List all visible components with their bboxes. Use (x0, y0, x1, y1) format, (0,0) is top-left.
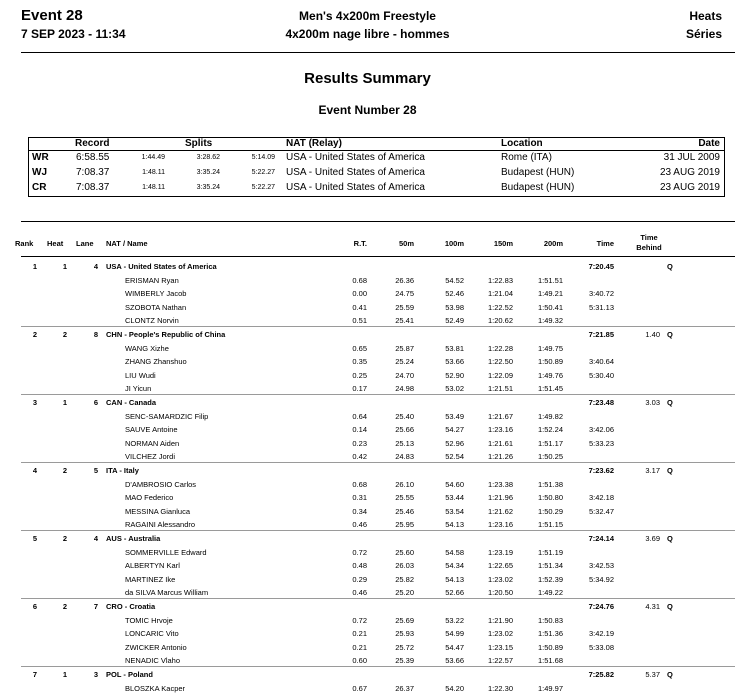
swimmer-150m: 1:23.38 (487, 479, 513, 489)
swimmer-name: TOMIC Hrvoje (125, 615, 173, 625)
team-name: ITA - Italy (106, 466, 139, 475)
records-header-nat: NAT (Relay) (286, 138, 342, 149)
swimmer-100m: 53.54 (445, 506, 464, 516)
swimmer-100m: 52.66 (445, 588, 464, 598)
swimmer-50m: 26.37 (395, 683, 414, 693)
record-split: 3:28.62 (196, 154, 220, 161)
swimmer-cumulative: 5:33.23 (588, 438, 614, 448)
swimmer-50m: 24.98 (395, 384, 414, 394)
team-lane: 4 (93, 262, 98, 271)
team-rank: 2 (32, 330, 37, 339)
swimmer-200m: 1:50.89 (537, 642, 563, 652)
swimmer-50m: 25.82 (395, 574, 414, 584)
swimmer-rt: 0.48 (352, 561, 367, 571)
results-header-time: Time (596, 239, 614, 248)
swimmer-150m: 1:22.28 (487, 343, 513, 353)
swimmer-name: ALBERTYN Karl (125, 561, 180, 571)
swimmer-200m: 1:51.34 (537, 561, 563, 571)
swimmer-name: MARTINEZ Ike (125, 574, 176, 584)
team-rank: 3 (32, 398, 37, 407)
swimmer-150m: 1:22.52 (487, 302, 513, 312)
team-qualifier: Q (667, 466, 673, 475)
team-heat: 2 (62, 534, 67, 543)
results-header-name: NAT / Name (106, 239, 148, 248)
record-type: CR (32, 182, 47, 193)
team-time: 7:23.48 (588, 398, 614, 407)
header-rule (21, 52, 735, 53)
swimmer-cumulative: 3:42.19 (588, 629, 614, 639)
record-split: 5:22.27 (251, 169, 275, 176)
team-time-behind: 1.40 (645, 330, 660, 339)
swimmer-50m: 26.10 (395, 479, 414, 489)
swimmer-cumulative: 5:30.40 (588, 370, 614, 380)
team-name: CHN - People's Republic of China (106, 330, 226, 339)
swimmer-rt: 0.35 (352, 357, 367, 367)
swimmer-200m: 1:52.39 (537, 574, 563, 584)
swimmer-50m: 25.87 (395, 343, 414, 353)
swimmer-rt: 0.23 (352, 438, 367, 448)
swimmer-50m: 25.24 (395, 357, 414, 367)
swimmer-150m: 1:23.16 (487, 425, 513, 435)
swimmer-name: NENADIC Vlaho (125, 656, 181, 666)
swimmer-100m: 52.49 (445, 316, 464, 326)
swimmer-cumulative: 5:32.47 (588, 506, 614, 516)
swimmer-150m: 1:20.50 (487, 588, 513, 598)
record-split: 1:48.11 (142, 169, 165, 176)
team-time-behind: 3.17 (645, 466, 660, 475)
record-date: 23 AUG 2019 (659, 167, 720, 178)
team-time: 7:25.82 (588, 670, 614, 679)
swimmer-200m: 1:51.45 (537, 384, 563, 394)
swimmer-50m: 25.40 (395, 411, 414, 421)
swimmer-100m: 54.52 (445, 275, 464, 285)
phase-fr: Séries (685, 27, 722, 41)
team-separator (21, 598, 735, 599)
swimmer-100m: 52.90 (445, 370, 464, 380)
record-split: 3:35.24 (196, 184, 220, 191)
swimmer-150m: 1:21.51 (487, 384, 513, 394)
team-time-behind: 3.69 (645, 534, 660, 543)
swimmer-cumulative: 3:40.64 (588, 357, 614, 367)
results-header-lane: Lane (76, 239, 94, 248)
results-header-behind: Behind (636, 243, 662, 252)
team-qualifier: Q (667, 398, 673, 407)
team-qualifier: Q (667, 534, 673, 543)
swimmer-50m: 24.75 (395, 289, 414, 299)
swimmer-name: SENC-SAMARDZIC Filip (125, 411, 209, 421)
record-time: 6:58.55 (76, 152, 110, 163)
swimmer-cumulative: 5:31.13 (588, 302, 614, 312)
record-nat: USA - United States of America (286, 182, 425, 193)
swimmer-rt: 0.17 (352, 384, 367, 394)
swimmer-cumulative: 3:42.53 (588, 561, 614, 571)
swimmer-200m: 1:49.22 (537, 588, 563, 598)
swimmer-name: LIU Wudi (125, 370, 156, 380)
swimmer-cumulative: 3:40.72 (588, 289, 614, 299)
swimmer-rt: 0.72 (352, 547, 367, 557)
swimmer-100m: 54.13 (445, 574, 464, 584)
summary-title: Results Summary (304, 70, 431, 87)
team-heat: 2 (62, 330, 67, 339)
swimmer-name: WIMBERLY Jacob (125, 289, 187, 299)
record-location: Budapest (HUN) (501, 182, 575, 193)
swimmer-200m: 1:49.21 (537, 289, 563, 299)
swimmer-200m: 1:50.41 (537, 302, 563, 312)
swimmer-rt: 0.21 (352, 629, 367, 639)
swimmer-200m: 1:52.24 (537, 425, 563, 435)
record-location: Budapest (HUN) (501, 167, 575, 178)
team-qualifier: Q (667, 330, 673, 339)
swimmer-150m: 1:21.96 (487, 493, 513, 503)
swimmer-cumulative: 3:42.06 (588, 425, 614, 435)
swimmer-100m: 54.58 (445, 547, 464, 557)
swimmer-100m: 52.54 (445, 452, 464, 462)
swimmer-50m: 24.70 (395, 370, 414, 380)
team-separator (21, 326, 735, 327)
swimmer-150m: 1:21.04 (487, 289, 513, 299)
swimmer-100m: 53.66 (445, 357, 464, 367)
team-lane: 8 (93, 330, 98, 339)
swimmer-200m: 1:50.80 (537, 493, 563, 503)
record-split: 3:35.24 (196, 169, 220, 176)
swimmer-150m: 1:23.02 (487, 629, 513, 639)
swimmer-150m: 1:21.67 (487, 411, 513, 421)
swimmer-rt: 0.60 (352, 656, 367, 666)
team-qualifier: Q (667, 602, 673, 611)
swimmer-150m: 1:22.30 (487, 683, 513, 693)
results-header-heat: Heat (47, 239, 64, 248)
swimmer-200m: 1:51.51 (537, 275, 563, 285)
record-type: WR (32, 152, 49, 163)
swimmer-150m: 1:23.16 (487, 520, 513, 530)
swimmer-100m: 54.13 (445, 520, 464, 530)
team-lane: 4 (93, 534, 98, 543)
team-qualifier: Q (667, 262, 673, 271)
records-header-splits: Splits (185, 138, 213, 149)
team-lane: 6 (93, 398, 98, 407)
team-rank: 7 (32, 670, 37, 679)
swimmer-rt: 0.65 (352, 343, 367, 353)
swimmer-200m: 1:51.15 (537, 520, 563, 530)
swimmer-50m: 25.93 (395, 629, 414, 639)
swimmer-150m: 1:21.61 (487, 438, 513, 448)
swimmer-50m: 25.72 (395, 642, 414, 652)
team-heat: 1 (62, 398, 67, 407)
swimmer-200m: 1:51.68 (537, 656, 563, 666)
team-time: 7:24.14 (588, 534, 614, 543)
swimmer-200m: 1:51.19 (537, 547, 563, 557)
swimmer-150m: 1:23.15 (487, 642, 513, 652)
swimmer-rt: 0.00 (352, 289, 367, 299)
swimmer-rt: 0.68 (352, 479, 367, 489)
swimmer-50m: 25.59 (395, 302, 414, 312)
record-split: 1:48.11 (142, 184, 165, 191)
record-split: 5:22.27 (251, 184, 275, 191)
swimmer-100m: 52.46 (445, 289, 464, 299)
team-time: 7:23.62 (588, 466, 614, 475)
swimmer-name: SOMMERVILLE Edward (125, 547, 207, 557)
swimmer-name: MAO Federico (125, 493, 174, 503)
swimmer-50m: 25.55 (395, 493, 414, 503)
event-datetime: 7 SEP 2023 - 11:34 (21, 27, 126, 41)
team-name: POL - Poland (106, 670, 153, 679)
swimmer-100m: 53.49 (445, 411, 464, 421)
swimmer-rt: 0.31 (352, 493, 367, 503)
swimmer-rt: 0.21 (352, 642, 367, 652)
team-time: 7:20.45 (588, 262, 614, 271)
swimmer-cumulative: 5:34.92 (588, 574, 614, 584)
team-rank: 6 (32, 602, 37, 611)
swimmer-200m: 1:50.29 (537, 506, 563, 516)
swimmer-200m: 1:50.25 (537, 452, 563, 462)
results-header-50m: 50m (398, 239, 414, 248)
swimmer-100m: 54.20 (445, 683, 464, 693)
event-title-fr: 4x200m nage libre - hommes (285, 27, 450, 41)
swimmer-rt: 0.14 (352, 425, 367, 435)
record-type: WJ (32, 167, 47, 178)
results-header-rt: R.T. (353, 239, 367, 248)
swimmer-rt: 0.72 (352, 615, 367, 625)
swimmer-100m: 52.96 (445, 438, 464, 448)
records-header-rule (28, 150, 725, 151)
swimmer-name: JI Yicun (125, 384, 152, 394)
swimmer-rt: 0.29 (352, 574, 367, 584)
swimmer-50m: 25.41 (395, 316, 414, 326)
team-time: 7:24.76 (588, 602, 614, 611)
swimmer-rt: 0.25 (352, 370, 367, 380)
swimmer-150m: 1:21.90 (487, 615, 513, 625)
swimmer-200m: 1:49.76 (537, 370, 563, 380)
swimmer-150m: 1:21.62 (487, 506, 513, 516)
event-title-en: Men's 4x200m Freestyle (299, 9, 436, 23)
swimmer-rt: 0.34 (352, 506, 367, 516)
swimmer-150m: 1:22.50 (487, 357, 513, 367)
swimmer-150m: 1:22.09 (487, 370, 513, 380)
team-lane: 7 (93, 602, 98, 611)
swimmer-150m: 1:22.83 (487, 275, 513, 285)
team-lane: 3 (93, 670, 98, 679)
record-time: 7:08.37 (76, 182, 110, 193)
swimmer-150m: 1:22.65 (487, 561, 513, 571)
swimmer-name: MESSINA Gianluca (125, 506, 191, 516)
swimmer-rt: 0.46 (352, 588, 367, 598)
swimmer-name: ZWICKER Antonio (125, 642, 187, 652)
swimmer-name: ERISMAN Ryan (125, 275, 179, 285)
swimmer-name: BLOSZKA Kacper (125, 683, 186, 693)
team-lane: 5 (93, 466, 98, 475)
record-split: 5:14.09 (251, 154, 275, 161)
swimmer-name: SZOBOTA Nathan (125, 302, 187, 312)
swimmer-200m: 1:49.75 (537, 343, 563, 353)
results-header-200m: 200m (543, 239, 563, 248)
event-number: Event Number 28 (318, 103, 417, 117)
swimmer-50m: 24.83 (395, 452, 414, 462)
swimmer-name: WANG Xizhe (125, 343, 169, 353)
swimmer-50m: 26.36 (395, 275, 414, 285)
swimmer-rt: 0.51 (352, 316, 367, 326)
team-name: CRO - Croatia (106, 602, 156, 611)
swimmer-rt: 0.67 (352, 683, 367, 693)
swimmer-100m: 53.66 (445, 656, 464, 666)
swimmer-100m: 53.44 (445, 493, 464, 503)
swimmer-50m: 26.03 (395, 561, 414, 571)
swimmer-100m: 53.81 (445, 343, 464, 353)
swimmer-150m: 1:23.19 (487, 547, 513, 557)
team-name: USA - United States of America (106, 262, 217, 271)
swimmer-100m: 54.99 (445, 629, 464, 639)
swimmer-50m: 25.60 (395, 547, 414, 557)
event-label: Event 28 (21, 7, 83, 24)
results-header-rule (21, 256, 735, 257)
team-time-behind: 3.03 (645, 398, 660, 407)
swimmer-100m: 53.22 (445, 615, 464, 625)
swimmer-rt: 0.46 (352, 520, 367, 530)
results-header-150m: 150m (493, 239, 513, 248)
swimmer-name: D'AMBROSIO Carlos (125, 479, 197, 489)
swimmer-50m: 25.95 (395, 520, 414, 530)
swimmer-200m: 1:50.89 (537, 357, 563, 367)
swimmer-name: NORMAN Aiden (125, 438, 180, 448)
swimmer-name: CLONTZ Norvin (125, 316, 179, 326)
swimmer-cumulative: 5:33.08 (588, 642, 614, 652)
team-time-behind: 5.37 (645, 670, 660, 679)
team-rank: 5 (32, 534, 37, 543)
records-header-location: Location (501, 138, 543, 149)
record-date: 31 JUL 2009 (663, 152, 720, 163)
results-header-100m: 100m (444, 239, 464, 248)
record-time: 7:08.37 (76, 167, 110, 178)
swimmer-100m: 54.34 (445, 561, 464, 571)
swimmer-200m: 1:49.32 (537, 316, 563, 326)
swimmer-150m: 1:23.02 (487, 574, 513, 584)
swimmer-rt: 0.41 (352, 302, 367, 312)
swimmer-name: RAGAINI Alessandro (125, 520, 196, 530)
swimmer-50m: 25.69 (395, 615, 414, 625)
team-separator (21, 462, 735, 463)
swimmer-rt: 0.68 (352, 275, 367, 285)
record-date: 23 AUG 2019 (659, 182, 720, 193)
team-qualifier: Q (667, 670, 673, 679)
team-separator (21, 394, 735, 395)
swimmer-100m: 53.98 (445, 302, 464, 312)
team-separator (21, 530, 735, 531)
swimmer-100m: 54.60 (445, 479, 464, 489)
record-nat: USA - United States of America (286, 152, 425, 163)
team-heat: 1 (62, 262, 67, 271)
phase-en: Heats (689, 9, 722, 23)
swimmer-50m: 25.39 (395, 656, 414, 666)
swimmer-200m: 1:50.83 (537, 615, 563, 625)
swimmer-name: da SILVA Marcus William (125, 588, 209, 598)
swimmer-name: SAUVE Antoine (125, 425, 178, 435)
swimmer-200m: 1:49.97 (537, 683, 563, 693)
results-top-rule (21, 221, 735, 222)
swimmer-200m: 1:51.36 (537, 629, 563, 639)
team-time-behind: 4.31 (645, 602, 660, 611)
record-nat: USA - United States of America (286, 167, 425, 178)
swimmer-150m: 1:22.57 (487, 656, 513, 666)
team-rank: 1 (32, 262, 37, 271)
swimmer-rt: 0.42 (352, 452, 367, 462)
team-separator (21, 666, 735, 667)
swimmer-100m: 54.47 (445, 642, 464, 652)
results-header-rank: Rank (15, 239, 34, 248)
swimmer-cumulative: 3:42.18 (588, 493, 614, 503)
swimmer-200m: 1:51.38 (537, 479, 563, 489)
swimmer-50m: 25.66 (395, 425, 414, 435)
swimmer-200m: 1:49.82 (537, 411, 563, 421)
team-name: AUS - Australia (106, 534, 161, 543)
records-header-record: Record (75, 138, 110, 149)
record-split: 1:44.49 (141, 154, 165, 161)
swimmer-150m: 1:20.62 (487, 316, 513, 326)
team-rank: 4 (32, 466, 37, 475)
swimmer-100m: 54.27 (445, 425, 464, 435)
swimmer-50m: 25.20 (395, 588, 414, 598)
swimmer-50m: 25.46 (395, 506, 414, 516)
record-location: Rome (ITA) (501, 152, 552, 163)
team-heat: 1 (62, 670, 67, 679)
swimmer-name: LONCARIC Vito (125, 629, 179, 639)
team-time: 7:21.85 (588, 330, 614, 339)
team-heat: 2 (62, 466, 67, 475)
results-header-behind: Time (640, 233, 658, 242)
swimmer-150m: 1:21.26 (487, 452, 513, 462)
swimmer-name: VILCHEZ Jordi (125, 452, 176, 462)
team-heat: 2 (62, 602, 67, 611)
team-name: CAN - Canada (106, 398, 157, 407)
swimmer-name: ZHANG Zhanshuo (125, 357, 187, 367)
records-header-date: Date (698, 138, 720, 149)
swimmer-50m: 25.13 (395, 438, 414, 448)
swimmer-rt: 0.64 (352, 411, 367, 421)
swimmer-200m: 1:51.17 (537, 438, 563, 448)
swimmer-100m: 53.02 (445, 384, 464, 394)
